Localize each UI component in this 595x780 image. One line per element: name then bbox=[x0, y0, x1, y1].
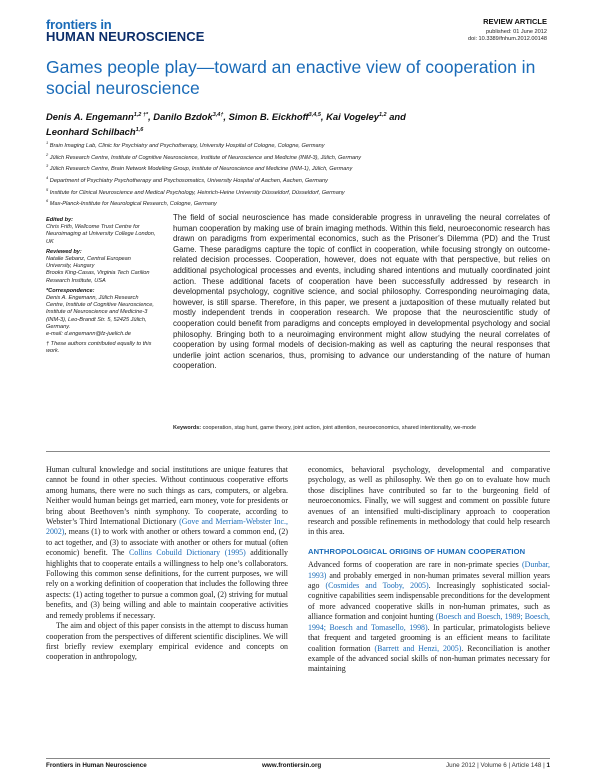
footer-divider bbox=[46, 758, 550, 759]
paragraph: Human cultural knowledge and social institutions are unique features that cannot be found in other species. Without continuous cooperative efforts among humans, there were no such things as cars, computers, or algebra. Neither would human beings get married, earn money, vote for presidents or bring about Beethoven’s ninth symphony. To cooperate, according to Webster’s Third International Dictionary (Gove and Merriam-Webster Inc., 2002), means (1) to work with another or others toward a common end, (2) to act together, and (3) to associate with another or others for mutual (often economic) benefit. The Collins Cobuild Dictionary (1995) additionally highlights that to cooperate entails a willingness to help one’s collaborators. Following this common sense definitions, for the current purposes, we will rely on a working definition of cooperation that includes the following three aspects: (1) acting together to pursue a common goal, (2) striving for mutual benefits, and (3) being willing and able to maintain cooperative activities and remedy problems if necessary. bbox=[46, 465, 288, 620]
affiliation: $^1$ Brain Imaging Lab, Clinic for Psychiatry and Psychotherapy, University Hospital of Cologne, Cologne, Germany bbox=[46, 140, 325, 149]
citation-link[interactable]: (Gove and Merriam-Webster Inc., 2002) bbox=[46, 517, 288, 537]
author-list: Denis A. Engemann$^{1,2 \dagger*}$, Danilo Bzdok$^{3,4\dagger}$, Simon B. Eickhoff$^{3,4,5}$, Kai Vogeley$^{1,2}$ and Leonhard Schilbach$^{1,6}$ bbox=[46, 111, 406, 137]
body-column-right bbox=[308, 465, 550, 675]
keywords-text: cooperation, stag hunt, game theory, joint action, joint attention, neuroeconomics, shared intentionality, we-mode bbox=[202, 425, 477, 431]
article-title: Games people play—toward an enactive view of cooperation in social neuroscience bbox=[46, 57, 536, 98]
author[interactable]: Danilo Bzdok$^{3,4\dagger}$ bbox=[153, 111, 224, 123]
affiliation: $^2$ Jülich Research Centre, Institute of Cognitive Neuroscience, Institute of Neuroscience and Medicine (INM-3), Jülich, Germany bbox=[46, 151, 362, 161]
edited-by-label: Edited by: bbox=[46, 217, 74, 223]
author[interactable]: Simon B. Eickhoff$^{3,4,5}$ bbox=[228, 111, 321, 123]
body-column-left bbox=[46, 465, 288, 663]
footer-website[interactable]: www.frontiersin.org bbox=[262, 762, 322, 769]
citation-link[interactable]: (Dunbar, 1993) bbox=[308, 560, 550, 580]
published-date: published: 01 June 2012 bbox=[486, 29, 547, 35]
journal-logo-line2: HUMAN NEUROSCIENCE bbox=[46, 29, 205, 44]
equal-contribution-note: † These authors contributed equally to this work. bbox=[46, 341, 152, 355]
citation-link[interactable]: (Cosmides and Tooby, 2005) bbox=[325, 581, 429, 591]
affiliation: $^5$ Institute for Clinical Neuroscience and Medical Psychology, Heinrich-Heine University Düsseldorf, Düsseldorf, Germany bbox=[46, 186, 345, 196]
reviewer: Natalie Sebanz, Central European University, Hungary bbox=[46, 256, 131, 270]
doi[interactable]: doi: 10.3389/fnhum.2012.00148 bbox=[467, 36, 547, 42]
author[interactable]: Denis A. Engemann$^{1,2 \dagger*}$ bbox=[46, 111, 149, 123]
article-type: REVIEW ARTICLE bbox=[483, 17, 547, 26]
correspondence-email[interactable]: e-mail: d.engemann@fz-juelich.de bbox=[46, 331, 131, 338]
edited-by-text: Chris Frith, Wellcome Trust Centre for Neuroimaging at University College London, UK bbox=[46, 224, 156, 245]
keywords-label: Keywords: bbox=[173, 425, 202, 431]
affiliations bbox=[46, 139, 546, 209]
citation-link[interactable]: (Barrett and Henzi, 2005) bbox=[374, 643, 462, 653]
author[interactable]: Kai Vogeley$^{1,2}$ bbox=[326, 111, 387, 123]
affiliation: $^6$ Max-Planck-Institute for Neurological Research, Cologne, Germany bbox=[46, 198, 217, 208]
footer-journal: Frontiers in Human Neuroscience bbox=[46, 762, 147, 769]
author[interactable]: Leonhard Schilbach$^{1,6}$ bbox=[46, 125, 144, 137]
correspondence-text: Denis A. Engemann, Jülich Research Centre, Institute of Cognitive Neuroscience, Institute of Neuroscience and Medicine-3 (INM-3), Leo-Brandt Str. 5, 52425 Jülich, Germany. bbox=[46, 295, 154, 330]
reviewed-by-label: Reviewed by: bbox=[46, 248, 82, 255]
section-heading: ANTHROPOLOGICAL ORIGINS OF HUMAN COOPERATION bbox=[308, 546, 526, 556]
journal-logo-line1: frontiers in bbox=[46, 17, 112, 32]
affiliation: $^4$ Department of Psychiatry Psychotherapy and Psychosomatics, University Hospital of Aachen, Aachen, Germany bbox=[46, 174, 328, 184]
affiliation: $^3$ Jülich Research Centre, Brain Network Modelling Group, Institute of Neuroscience and Medicine (INM-1), Jülich, Germany bbox=[46, 163, 353, 173]
abstract: The field of social neuroscience has made considerable progress in unraveling the neural correlates of human cooperation by making use of brain imaging methods. Within this field, neuroeconomic research has drawn on paradigms from experimental economics, such as the Prisoner’s Dilemma (PD) and the Trust Game. These paradigms capture the topic of conflict in cooperation, while focusing strongly on outcome-related decision processes. Cooperation, however, does not equate with that perspective, but relies on additional psychological processes and events, including shared intentions and mutually coordinated joint action. These additional facets of cooperation have been successfully addressed by research in developmental psychology, cognitive science, and social philosophy. Corresponding neuroimaging data, however, is still sparse. Therefore, in this paper, we present a juxtaposition of these mutually related but mostly independent trends in cooperation research. We propose that the neuroscientific study of cooperation could benefit from paradigms and concepts employed in developmental psychology and social philosophy. Bringing both to a neuroimaging environment might allow studying the neural correlates of cooperation by using formal models of decision-making as well as capturing the neural responses that underlie joint action scenarios, thus, promising to advance our understanding of the nature of human cooperation. bbox=[173, 213, 550, 371]
paragraph: Advanced forms of cooperation are rare in non-primate species (Dunbar, 1993) and probably emerged in non-human primates several million years ago (Cosmides and Tooby, 2005). Increasingly sophisticated social-cognitive capabilities seem indispensable preconditions for the development of more advanced cooperative skills in non-human primates, such as alliance formation and conjoint hunting (Boesch and Boesch, 1989; Boesch, 1994; Boesch and Tomasello, 1998). In particular, primatologists believe that frequent and targeted grooming is an efficient means to facilitate coalition formation (Barrett and Henzi, 2005). Reconciliation is another example of the advanced social skills of non-human primates necessary for maintaining bbox=[308, 560, 550, 674]
citation-link[interactable]: Collins Cobuild Dictionary (1995) bbox=[129, 548, 246, 558]
section-divider bbox=[46, 451, 550, 452]
page-number: 1 bbox=[546, 762, 550, 769]
citation-link[interactable]: (Boesch and Boesch, 1989; Boesch, 1994; Boesch and Tomasello, 1998) bbox=[308, 612, 550, 632]
publication-info bbox=[468, 29, 547, 43]
keywords bbox=[173, 424, 550, 432]
reviewer: Brooks King-Casas, Virginia Tech Carilion Research Institute, USA bbox=[46, 270, 150, 284]
editorial-sidebar bbox=[46, 217, 156, 359]
paragraph: The aim and object of this paper consists in the attempt to discuss human cooperation from the perspectives of different scientific disciplines. We will first briefly review exemplary empirical evidence and concepts on cooperation in anthropology, bbox=[46, 621, 288, 662]
correspondence-label: *Correspondence: bbox=[46, 287, 95, 294]
paragraph: economics, behavioral psychology, developmental and comparative psychology, as well as philosophy. We then go on to evaluate how much those disciplines have contributed so far to the burgeoning field of neuroeconomics. Finally, we will suggest and comment on possible future avenues of an intensified multi-disciplinary approach to cooperation research and possible refinements in methodology that could help research in this area. bbox=[308, 465, 550, 537]
footer-issue-info: June 2012 | Volume 6 | Article 148 | 1 bbox=[446, 762, 550, 769]
